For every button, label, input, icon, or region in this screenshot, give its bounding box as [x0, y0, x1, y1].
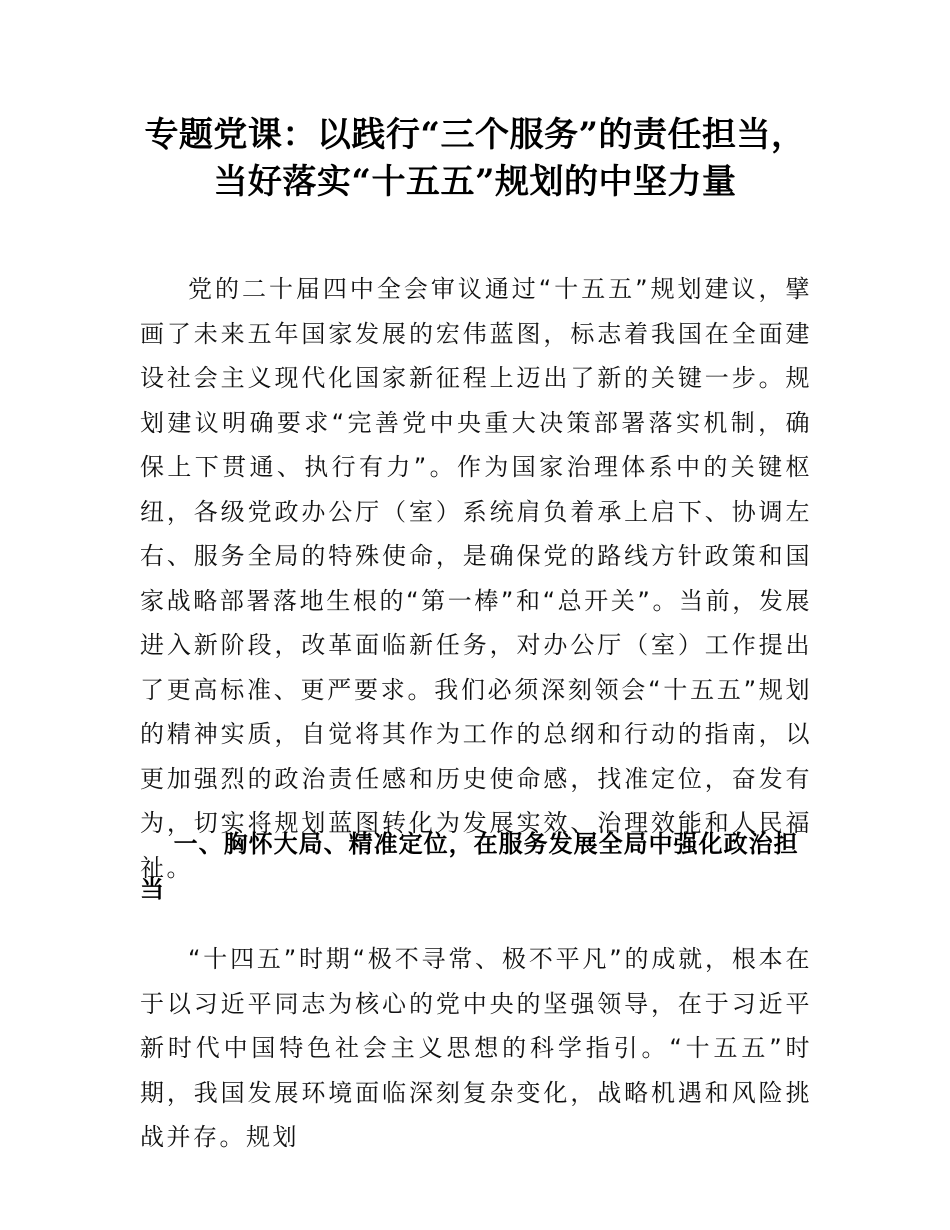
intro-paragraph: 党的二十届四中全会审议通过“十五五”规划建议，擘画了未来五年国家发展的宏伟蓝图，标志着我国在全面建设社会主义现代化国家新征程上迈出了新的关键一步。规划建议明确要求“完善党中央重大决策部署落实机制，确保上下贯通、执行有力”。作为国家治理体系中的关键枢纽，各级党政办公厅（室）系统肩负着承上启下、协调左右、服务全局的特殊使命，是确保党的路线方针政策和国家战略部署落地生根的“第一棒”和“总开关”。当前，发展进入新阶段，改革面临新任务，对办公厅（室）工作提出了更高标准、更严要求。我们必须深刻领会“十五五”规划的精神实质，自觉将其作为工作的总纲和行动的指南，以更加强烈的政治责任感和历史使命感，找准定位，奋发有为，切实将规划蓝图转化为发展实效、治理效能和人民福祉。: [140, 275, 812, 882]
section-1-paragraph: “十四五”时期“极不寻常、极不平凡”的成就，根本在于以习近平同志为核心的党中央的坚强领导，在于习近平新时代中国特色社会主义思想的科学指引。“十五五”时期，我国发展环境面临深刻复杂变化，战略机遇和风险挑战并存。规划: [140, 945, 812, 1151]
document-title: 专题党课：以践行“三个服务”的责任担当，当好落实“十五五”规划的中坚力量: [144, 115, 806, 202]
section-1-heading: 一、胸怀大局、精准定位，在服务发展全局中强化政治担当: [140, 830, 799, 903]
